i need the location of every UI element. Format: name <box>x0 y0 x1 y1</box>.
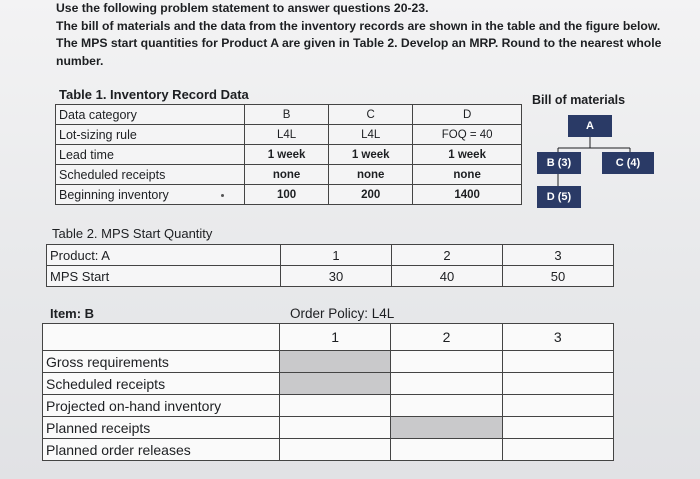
input-cell[interactable] <box>280 417 391 439</box>
table-cell: 200 <box>329 185 413 205</box>
table-row <box>47 245 614 266</box>
input-cell[interactable] <box>391 417 502 439</box>
bom-node-a: A <box>568 115 612 137</box>
bom-node-b: B (3) <box>537 152 581 174</box>
bom-title: Bill of materials <box>532 93 626 107</box>
table-cell <box>43 324 280 351</box>
table-row <box>43 373 614 395</box>
input-cell[interactable] <box>280 373 391 395</box>
input-cell[interactable] <box>502 417 613 439</box>
table-cell: Lot-sizing rule <box>56 125 245 145</box>
table-cell: none <box>245 165 329 185</box>
input-cell[interactable] <box>502 373 613 395</box>
table-cell: Lead time <box>56 145 245 165</box>
period-header: 2 <box>391 324 502 351</box>
row-label: Gross requirements <box>43 351 280 373</box>
order-policy: Order Policy: L4L <box>290 306 395 321</box>
table-cell: L4L <box>329 125 413 145</box>
table-cell: 1 week <box>413 145 522 165</box>
input-cell[interactable] <box>280 351 391 373</box>
table-cell: C <box>329 105 413 125</box>
input-cell[interactable] <box>391 373 502 395</box>
table-cell: none <box>329 165 413 185</box>
input-cell[interactable] <box>391 395 502 417</box>
bom-node-d: D (5) <box>537 186 581 208</box>
table-cell: 3 <box>503 245 614 266</box>
input-cell[interactable] <box>391 439 502 461</box>
bill-of-materials-diagram <box>520 110 670 220</box>
input-cell[interactable] <box>391 351 502 373</box>
table-row <box>43 439 614 461</box>
table-cell: D <box>413 105 522 125</box>
table-cell: 30 <box>281 266 392 287</box>
table-cell: Scheduled receipts <box>56 165 245 185</box>
table-row <box>56 185 522 205</box>
item-label: Item: B <box>50 306 95 321</box>
row-label: Scheduled receipts <box>43 373 280 395</box>
table-cell: B <box>245 105 329 125</box>
table-cell: 1 week <box>329 145 413 165</box>
table-cell: L4L <box>245 125 329 145</box>
row-label: Projected on-hand inventory <box>43 395 280 417</box>
table2-caption: Table 2. MPS Start Quantity <box>52 226 213 241</box>
table-cell: 100 <box>245 185 329 205</box>
input-cell[interactable] <box>280 395 391 417</box>
table-row <box>43 351 614 373</box>
table-cell: 2 <box>392 245 503 266</box>
table-row <box>47 266 614 287</box>
table-row <box>56 105 522 125</box>
table-cell: Data category <box>56 105 245 125</box>
mrp-record-table <box>42 323 614 461</box>
table-cell: 1400 <box>413 185 522 205</box>
problem-statement <box>56 0 676 70</box>
table-row <box>43 395 614 417</box>
table-cell: FOQ = 40 <box>413 125 522 145</box>
period-header: 1 <box>280 324 391 351</box>
table-row <box>43 324 614 351</box>
table-cell: MPS Start <box>47 266 281 287</box>
problem-heading: Use the following problem statement to answer questions 20-23. <box>56 1 429 15</box>
input-cell[interactable] <box>502 395 613 417</box>
input-cell[interactable] <box>502 439 613 461</box>
table-cell: Beginning inventory <box>56 185 245 205</box>
table-row <box>56 145 522 165</box>
table-row <box>56 165 522 185</box>
row-label: Planned order releases <box>43 439 280 461</box>
table-cell: none <box>413 165 522 185</box>
bom-node-c: C (4) <box>602 152 654 174</box>
table1-caption: Table 1. Inventory Record Data <box>59 87 249 102</box>
period-header: 3 <box>502 324 613 351</box>
input-cell[interactable] <box>280 439 391 461</box>
row-label: Planned receipts <box>43 417 280 439</box>
problem-description: The bill of materials and the data from the inventory records are shown in the table and the figure below. The MPS start quantities for Product A are given in Table 2. Develop an MRP. Round to the nearest whole number. <box>56 18 662 68</box>
table-cell: 40 <box>392 266 503 287</box>
stray-mark <box>221 194 224 197</box>
table-cell: 1 week <box>245 145 329 165</box>
table-cell: 50 <box>503 266 614 287</box>
table-row <box>56 125 522 145</box>
inventory-record-table <box>55 104 522 205</box>
mps-start-table <box>46 244 614 287</box>
table-cell: 1 <box>281 245 392 266</box>
input-cell[interactable] <box>502 351 613 373</box>
table-row <box>43 417 614 439</box>
table-cell: Product: A <box>47 245 281 266</box>
